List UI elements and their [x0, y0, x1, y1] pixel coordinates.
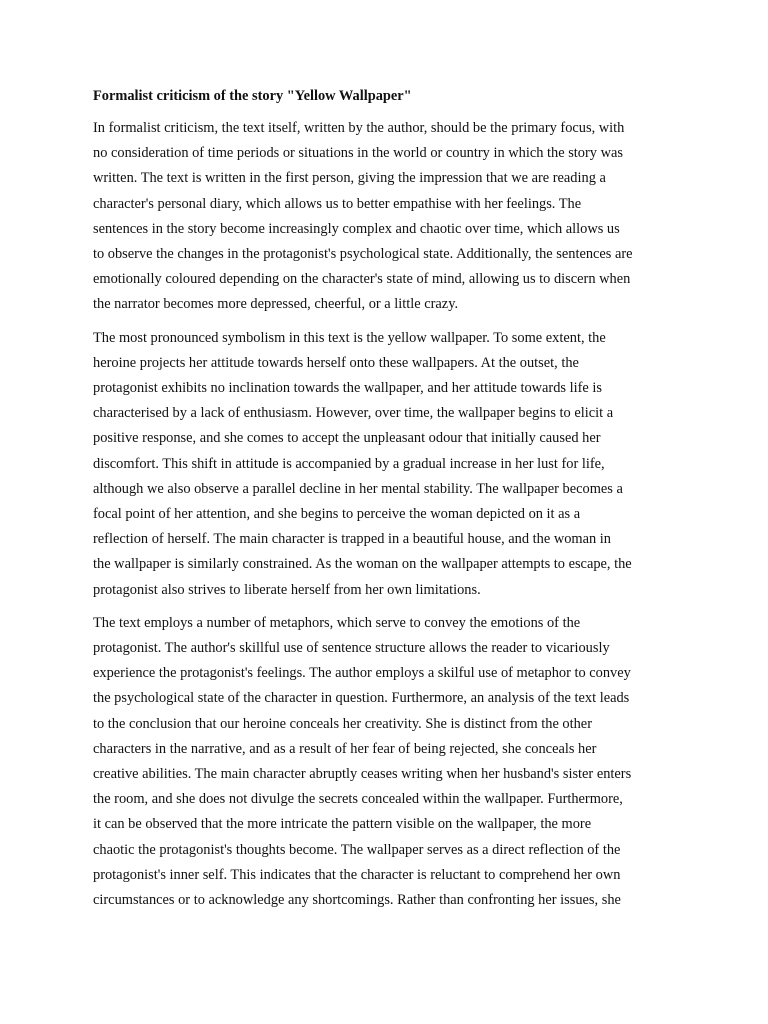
text-line: characterised by a lack of enthusiasm. However, over time, the wallpaper begins to elicit a — [93, 405, 614, 422]
text-line: characters in the narrative, and as a result of her fear of being rejected, she conceals her — [93, 740, 597, 757]
text-line: The text employs a number of metaphors, which serve to convey the emotions of the — [93, 614, 581, 631]
text-line: In formalist criticism, the text itself, written by the author, should be the primary focus, with — [93, 120, 625, 136]
text-line: emotionally coloured depending on the character's state of mind, allowing us to discern when — [93, 271, 631, 288]
text-line: chaotic the protagonist's thoughts become. The wallpaper serves as a direct reflection of the — [93, 841, 621, 858]
text-line: heroine projects her attitude towards herself onto these wallpapers. At the outset, the — [93, 354, 579, 371]
paragraph-1 — [93, 116, 683, 318]
text-line: The most pronounced symbolism in this text is the yellow wallpaper. To some extent, the — [93, 329, 606, 346]
text-line: written. The text is written in the first person, giving the impression that we are reading a — [93, 170, 606, 187]
text-line: to observe the changes in the protagonist's psychological state. Additionally, the sentences are — [93, 246, 633, 263]
text-line: protagonist's inner self. This indicates that the character is reluctant to comprehend her own — [93, 866, 621, 883]
text-line: protagonist. The author's skillful use of sentence structure allows the reader to vicariously — [93, 640, 610, 657]
text-line: positive response, and she comes to accept the unpleasant odour that initially caused her — [93, 430, 601, 447]
text-line: creative abilities. The main character abruptly ceases writing when her husband's sister enters — [93, 766, 632, 783]
paragraph-2 — [93, 326, 683, 603]
paragraph-3 — [93, 611, 683, 913]
text-line: circumstances or to acknowledge any shortcomings. Rather than confronting her issues, she — [93, 892, 621, 909]
text-line: discomfort. This shift in attitude is accompanied by a gradual increase in her lust for life, — [93, 455, 605, 472]
text-line: to the conclusion that our heroine conceals her creativity. She is distinct from the other — [93, 715, 592, 732]
text-line: the wallpaper is similarly constrained. As the woman on the wallpaper attempts to escape, the — [93, 556, 632, 573]
text-line: character's personal diary, which allows us to better empathise with her feelings. The — [93, 195, 582, 212]
text-line: the narrator becomes more depressed, cheerful, or a little crazy. — [93, 296, 459, 313]
text-line: no consideration of time periods or situations in the world or country in which the story was — [93, 145, 623, 162]
text-line: it can be observed that the more intricate the pattern visible on the wallpaper, the more — [93, 816, 592, 833]
text-line: sentences in the story become increasingly complex and chaotic over time, which allows us — [93, 220, 620, 237]
text-line: experience the protagonist's feelings. The author employs a skilful use of metaphor to convey — [93, 665, 631, 682]
text-line: the psychological state of the character in question. Furthermore, an analysis of the text leads — [93, 690, 630, 707]
document-title: Formalist criticism of the story "Yellow Wallpaper" — [93, 88, 412, 104]
paragraph-list — [93, 116, 683, 913]
text-line: focal point of her attention, and she begins to perceive the woman depicted on it as a — [93, 506, 581, 523]
text-line: protagonist also strives to liberate herself from her own limitations. — [93, 581, 481, 598]
text-line: although we also observe a parallel decline in her mental stability. The wallpaper becomes a — [93, 480, 623, 497]
document-body — [93, 86, 683, 921]
text-line: the room, and she does not divulge the secrets concealed within the wallpaper. Furthermore, — [93, 791, 623, 808]
text-line: reflection of herself. The main character is trapped in a beautiful house, and the woman in — [93, 531, 611, 548]
text-line: protagonist exhibits no inclination towards the wallpaper, and her attitude towards life is — [93, 380, 602, 397]
